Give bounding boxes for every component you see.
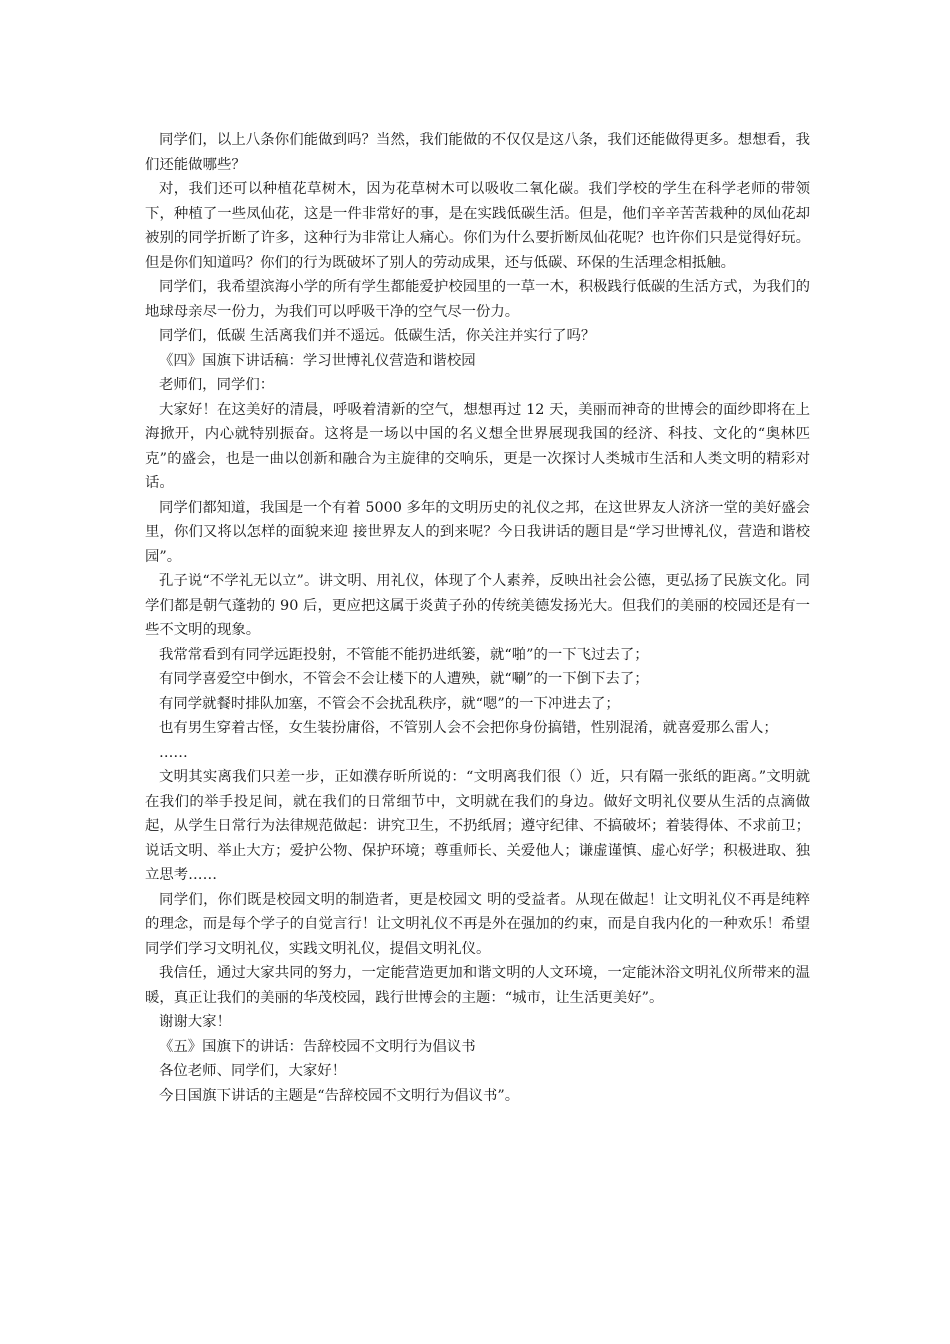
paragraph: 也有男生穿着古怪，女生装扮庸俗，不管别人会不会把你身份搞错，性别混淆，就喜爱那么雷人； — [159, 720, 778, 736]
paragraph: 对，我们还可以种植花草树木，因为花草树木可以吸收二氧化碳。我们学校的学生在科学老师的带领下，种植了一些凤仙花，这是一件非常好的事，是在实践低碳生活。但是，他们辛辛苦苦栽种的凤仙花却被别的同学折断了许多，这种行为非常让人痛心。你们为什么要折断凤仙花呢？也许你们只是觉得好玩。但是你们知道吗？你们的行为既破坏了别人的劳动成果，还与低碳、环保的生活理念相抵触。 — [145, 181, 810, 271]
salutation: 老师们，同学们： — [159, 377, 275, 393]
document-body — [145, 128, 810, 1108]
ellipsis-line: …… — [159, 744, 188, 761]
paragraph: 同学们，低碳 生活离我们并不遥远。低碳生活，你关注并实行了吗？ — [159, 328, 596, 344]
paragraph: 文明其实离我们只差一步，正如濮存昕所说的：“文明离我们很（）近，只有隔一张纸的距离。”文明就在我们的举手投足间，就在我们的日常细节中，文明就在我们的身边。做好文明礼仪要从生活的点滴做起，从学生日常行为法律规范做起：讲究卫生，不扔纸屑；遵守纪律、不搞破坏；着装得体、不求前卫；说话文明、举止大方；爱护公物、保护环境；尊重师长、关爱他人；谦虚谨慎、虚心好学；积极进取、独立思考…… — [145, 769, 810, 883]
paragraph: 有同学喜爱空中倒水，不管会不会让楼下的人遭殃，就“唰”的一下倒下去了； — [159, 671, 649, 687]
paragraph: 同学们都知道，我国是一个有着 5000 多年的文明历史的礼仪之邦，在这世界友人济济一堂的美好盛会里，你们又将以怎样的面貌来迎 接世界友人的到来呢？今日我讲话的题目是“学习世博礼仪，营造和谐校园”。 — [145, 499, 810, 565]
section-heading: 《五》国旗下的讲话：告辞校园不文明行为倡议书 — [159, 1038, 476, 1055]
section-heading: 《四》国旗下讲话稿：学习世博礼仪营造和谐校园 — [159, 352, 476, 369]
paragraph: 孔子说“不学礼无以立”。讲文明、用礼仪，体现了个人素养，反映出社会公德，更弘扬了民族文化。同学们都是朝气蓬勃的 90 后，更应把这属于炎黄子孙的传统美德发扬光大。但我们的美丽的校园还是有一些不文明的现象。 — [145, 573, 810, 638]
paragraph: 我常常看到有同学远距投射，不管能不能扔进纸篓，就“啪”的一下飞过去了； — [159, 646, 649, 663]
paragraph: 我信任，通过大家共同的努力，一定能营造更加和谐文明的人文环境，一定能沐浴文明礼仪所带来的温暖，真正让我们的美丽的华茂校园，践行世博会的主题：“城市，让生活更美好”。 — [145, 965, 810, 1006]
closing-line: 谢谢大家！ — [159, 1014, 231, 1030]
paragraph: 大家好！在这美好的清晨，呼吸着清新的空气，想想再过 12 天，美丽而神奇的世博会的面纱即将在上海掀开，内心就特别振奋。这将是一场以中国的名义想全世界展现我国的经济、科技、文化的“奥林匹克”的盛会，也是一曲以创新和融合为主旋律的交响乐，更是一次探讨人类城市生活和人类文明的精彩对话。 — [145, 401, 810, 491]
paragraph: 同学们，你们既是校园文明的制造者，更是校园文 明的受益者。从现在做起！让文明礼仪不再是纯粹的理念，而是每个学子的自觉言行！让文明礼仪不再是外在强加的约束，而是自我内化的一种欢乐！希望同学们学习文明礼仪，实践文明礼仪，提倡文明礼仪。 — [145, 891, 810, 957]
paragraph: 有同学就餐时排队加塞，不管会不会扰乱秩序，就“嗯”的一下冲进去了； — [159, 695, 620, 712]
paragraph: 同学们，以上八条你们能做到吗？当然，我们能做的不仅仅是这八条，我们还能做得更多。想想看，我们还能做哪些？ — [145, 132, 810, 173]
salutation: 各位老师、同学们，大家好！ — [159, 1063, 347, 1079]
paragraph: 同学们，我希望滨海小学的所有学生都能爱护校园里的一草一木，积极践行低碳的生活方式，为我们的地球母亲尽一份力，为我们可以呼吸干净的空气尽一份力。 — [145, 279, 810, 320]
paragraph: 今日国旗下讲话的主题是“告辞校园不文明行为倡议书”。 — [159, 1087, 520, 1104]
